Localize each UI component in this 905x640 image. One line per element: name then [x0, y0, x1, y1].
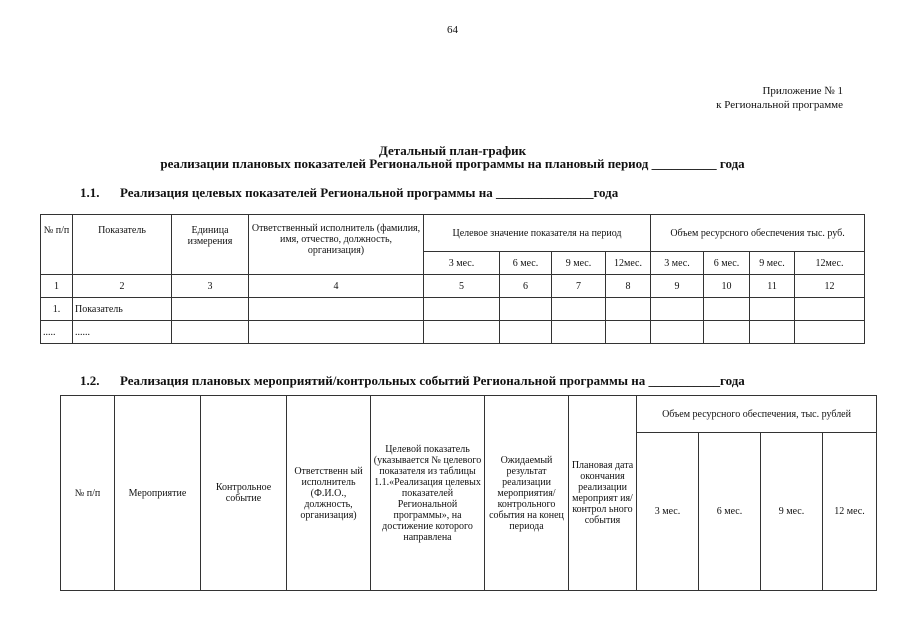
t1-col-number: 8	[606, 275, 651, 298]
appendix-label	[716, 84, 843, 112]
t1-resource-period: 6 мес.	[704, 252, 750, 275]
t1-col-number: 5	[424, 275, 500, 298]
section-2-text: Реализация плановых мероприятий/контрольных событий Региональной программы на ___________года	[120, 373, 745, 388]
t1-row-num: 1.	[41, 298, 73, 321]
t1-resource-period: 12мес.	[795, 252, 865, 275]
t1-col-number: 3	[172, 275, 249, 298]
t1-col-number: 2	[73, 275, 172, 298]
t1-col-number: 7	[552, 275, 606, 298]
title-line2: реализации плановых показателей Региональной программы на плановый период __________ года	[160, 156, 745, 171]
t2-header-event: Мероприятие	[115, 396, 201, 591]
t2-header-deadline: Плановая дата окончания реализации мероприят ия/контрол ьного события	[569, 396, 637, 591]
section-1-number: 1.1.	[80, 185, 100, 200]
t2-resource-period: 12 мес.	[823, 433, 877, 591]
t1-target-period: 3 мес.	[424, 252, 500, 275]
title-line1: Детальный план-график	[378, 143, 527, 158]
section-2-number: 1.2.	[80, 373, 100, 388]
t1-resource-period: 3 мес.	[651, 252, 704, 275]
appendix-line2: к Региональной программе	[716, 99, 843, 111]
t2-header-responsible: Ответственн ый исполнитель (Ф.И.О., должность, организация)	[287, 396, 371, 591]
table-row	[41, 321, 865, 344]
t1-col-number: 10	[704, 275, 750, 298]
t1-row-indicator: Показатель	[73, 298, 172, 321]
t1-header-target: Целевое значение показателя на период	[424, 215, 651, 252]
t1-header-responsible: Ответственный исполнитель (фамилия, имя, отчество, должность, организация)	[249, 215, 424, 275]
section-1-text: Реализация целевых показателей Региональной программы на _______________года	[120, 185, 619, 200]
t1-col-number: 6	[500, 275, 552, 298]
t1-column-numbers-row	[41, 275, 865, 298]
t2-header-expected: Ожидаемый результат реализации мероприятия/ контрольного события на конец периода	[485, 396, 569, 591]
t1-target-period: 6 мес.	[500, 252, 552, 275]
t1-col-number: 9	[651, 275, 704, 298]
t1-header-unit: Единица измерения	[172, 215, 249, 275]
t2-header-control: Контрольное событие	[201, 396, 287, 591]
table-row	[41, 298, 865, 321]
t1-header-num: № п/п	[41, 215, 73, 275]
section-1-heading	[80, 185, 618, 201]
document-title	[0, 144, 905, 170]
t2-header-num: № п/п	[61, 396, 115, 591]
t2-resource-period: 9 мес.	[761, 433, 823, 591]
appendix-line1: Приложение № 1	[762, 85, 843, 97]
t1-target-period: 9 мес.	[552, 252, 606, 275]
events-table	[60, 395, 877, 591]
t2-resource-period: 3 мес.	[637, 433, 699, 591]
section-2-heading	[80, 373, 745, 389]
page-number: 64	[447, 24, 458, 36]
t1-target-period: 12мес.	[606, 252, 651, 275]
t1-row-num: .....	[41, 321, 73, 344]
t2-header-target: Целевой показатель (указывается № целевого показателя из таблицы 1.1.«Реализация целевых показателей Региональной программы», на достижение которого направлена	[371, 396, 485, 591]
t1-resource-period: 9 мес.	[750, 252, 795, 275]
t1-col-number: 12	[795, 275, 865, 298]
t1-row-indicator: ......	[73, 321, 172, 344]
t1-header-resource: Объем ресурсного обеспечения тыс. руб.	[651, 215, 865, 252]
targets-table	[40, 214, 865, 344]
t1-col-number: 1	[41, 275, 73, 298]
t1-col-number: 4	[249, 275, 424, 298]
t2-header-resource: Объем ресурсного обеспечения, тыс. рублей	[637, 396, 877, 433]
t1-col-number: 11	[750, 275, 795, 298]
t1-header-indicator: Показатель	[73, 215, 172, 275]
t2-resource-period: 6 мес.	[699, 433, 761, 591]
